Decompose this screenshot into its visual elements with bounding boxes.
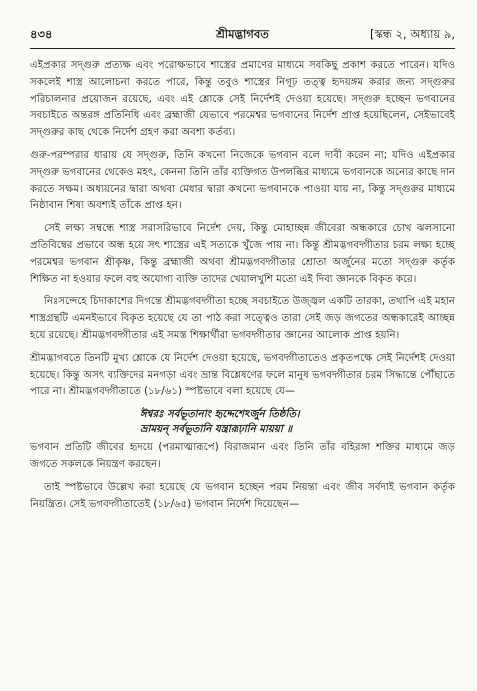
page-header [30, 26, 455, 42]
paragraph: সেই লক্ষ্য সম্বন্ধে শাস্ত্র সরাসরিভাবে নির্দেশ দেয়, কিন্তু মোহাচ্ছন্ন জীবেরা অন্ধকারে চোখ ঝলসানো প্রতিবিম্বের প্রভাবে অন্ধ হয়ে সৎ শাস্ত্রের এই সত্যকে খুঁজে পায় না। কিন্তু শ্রীমদ্ভগবদ্গীতার চরম লক্ষ্য হচ্ছে পরমেশ্বর ভগবান শ্রীকৃষ্ণ, কিন্তু ব্রহ্মাজী অথবা শ্রীমদ্ভগবদ্গীতার শ্রোতা অর্জুনের মতো সদ্গুরু কর্তৃক শিক্ষিত না হওয়ার ফলে বহু অযোগ্য ব্যক্তি তাদের খেয়ালখুশি মতো এই দিব্য জ্ঞানকে বিকৃত করে। [30, 223, 455, 285]
section-reference: [স্কন্ধ ২, অধ্যায় ৯, [370, 27, 455, 41]
page-body [30, 58, 455, 519]
verse-line: ঈশ্বরঃ সর্বভূতানাং হৃদ্দেশেঽর্জুন তিষ্ঠতি। [140, 409, 300, 421]
book-title: শ্রীমদ্ভাগবত [216, 27, 269, 41]
sanskrit-verse [30, 407, 455, 437]
paragraph: গুরু-পরম্পরার ধারায় যে সদ্‌গুরু, তিনি কখনো নিজেকে ভগবান বলে দাবী করেন না; যদিও এইপ্রকার সদ্‌গুরু ভগবানের থেকেও মহৎ, কেননা তিনি তাঁর ব্যক্তিগত উপলব্ধির মাধ্যমে ভগবানকে অন্যের কাছে দান করতে সক্ষম। অধ্যয়নের দ্বারা অথবা মেধার দ্বারা কখনো ভগবানকে পাওয়া যায় না, কিন্তু সদ্‌গুরুর মাধ্যমে নিষ্ঠাবান শিষ্য অবশ্যই তাঁকে প্রাপ্ত হন। [30, 149, 455, 212]
paragraph: নিঃসন্দেহে চিদাকাশের দিগন্তে শ্রীমদ্ভগবদ্গীতা হচ্ছে সবচাইতে উজ্জ্বল একটি তারকা, তথাপি এই মহান শাস্ত্রগ্রন্থটি এমনইভাবে বিকৃত হয়েছে যে তা পাঠ করা সত্ত্বেও তারা সেই জড় জগতের অন্ধকারেই আচ্ছন্ন হয়ে রয়েছে। শ্রীমদ্ভগবদ্গীতার এই সমস্ত শিক্ষার্থীরা ভগবদ্গীতার জ্ঞানের আলোক প্রাপ্ত হয়নি। [30, 296, 455, 341]
verse-line: ভ্রাময়ন্ সর্বভূতানি যন্ত্রারূঢ়ানি মায়য়া ॥ [140, 424, 293, 436]
paragraph: এইপ্রকার সদ্‌গুরু প্রত্যক্ষ এবং পরোক্ষভাবে শাস্ত্রের প্রমাণের মাধ্যমে সবকিছু প্রকাশ করতে পারেন। যদিও সকলেই শাস্ত্র আলোচনা করতে পারে, কিন্তু তবুও শাস্ত্রের নিগূঢ় তত্ত্ব হৃদয়ঙ্গম করার জন্য সদ্‌গুরুর পরিচালনার প্রয়োজন রয়েছে, এবং এই শ্লোকে সেই নির্দেশই দেওয়া হয়েছে। সদ্‌গুরু হচ্ছেন ভগবানের সবচাইতে অন্তরঙ্গ প্রতিনিধি এবং ব্রহ্মাজী যেভাবে পরমেশ্বর ভগবানের নির্দেশ প্রাপ্ত হয়েছিলেন, সেইভাবেই সদ্‌গুরুর কাছ থেকে নির্দেশ গ্রহণ করা অবশ্য কর্তব্য। [30, 60, 455, 139]
paragraph: তাই স্পষ্টভাবে উল্লেখ করা হয়েছে যে ভগবান হচ্ছেন পরম নিয়ন্তা এবং জীব সর্বদাই ভগবান কর্তৃক নিয়ন্ত্রিত। সেই ভগবদ্গীতাতেই (১৮/৬৫) ভগবান নির্দেশ দিয়েছেন— [30, 481, 455, 510]
paragraph: শ্রীমদ্ভাগবতে তিনটি মুখ্য শ্লোকে যে নির্দেশ দেওয়া হয়েছে, ভগবদ্গীতাতেও প্রকৃতপক্ষে সেই নির্দেশই দেওয়া হয়েছে। কিন্তু অসৎ ব্যক্তিদের মনগড়া এবং ভ্রান্ত বিশ্লেষণের ফলে মানুষ ভগবদ্গীতার চরম সিদ্ধান্তে পৌঁছাতে পারে না। শ্রীমদ্ভগবদ্গীতাতে (১৮/৬১) স্পষ্টভাবে বলা হয়েছে যে— [30, 352, 455, 398]
header-divider [30, 48, 455, 49]
paragraph: ভগবান প্রতিটি জীবের হৃদয়ে (পরমাত্মারূপে) বিরাজমান এবং তিনি তাঁর বহিরঙ্গা শক্তির মাধ্যমে জড় জগতে সকলকে নিয়ন্ত্রণ করছেন। [30, 442, 455, 470]
page-number: ৪৩৪ [30, 27, 53, 41]
